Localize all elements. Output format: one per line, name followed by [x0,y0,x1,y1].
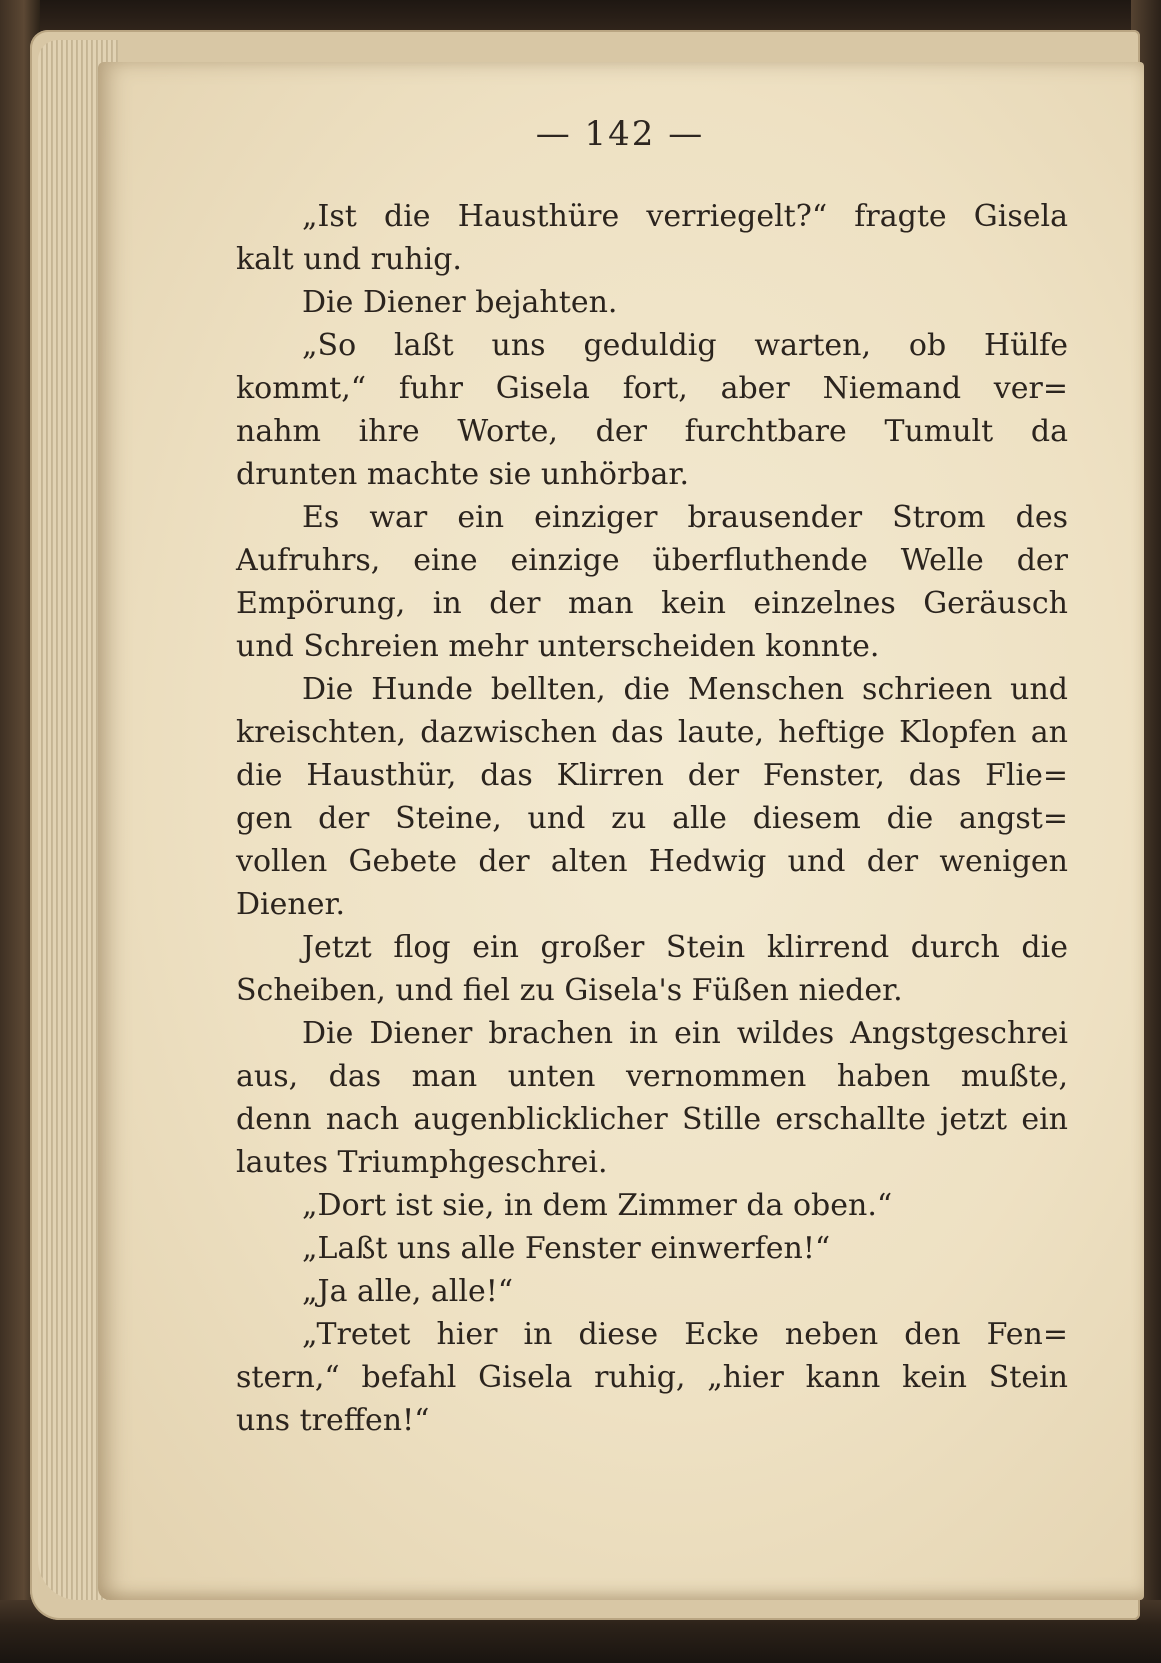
text-line: „Ist die Hausthüre verriegelt?“ fragte Gisela [302,199,1068,234]
text-line: kommt,“ fuhr Gisela fort, aber Niemand ver= [236,371,1068,406]
text-line: gen der Steine, und zu alle diesem die angst= [236,801,1068,836]
text-line: die Hausthür, das Klirren der Fenster, das Flie= [236,758,1068,793]
text-line: Es war ein einziger brausender Strom des [302,500,1068,535]
text-line: nahm ihre Worte, der furchtbare Tumult da [236,414,1068,449]
text-line: Jetzt flog ein großer Stein klirrend durch die [302,930,1068,965]
text-line: Die Diener bejahten. [302,285,618,320]
text-line: Empörung, in der man kein einzelnes Geräusch [236,586,1068,621]
text-line: kreischten, dazwischen das laute, heftige Klopfen an [236,715,1068,750]
text-line: Die Hunde bellten, die Menschen schrieen und [302,672,1068,707]
text-line: lautes Triumphgeschrei. [236,1145,608,1180]
text-line: uns treffen!“ [236,1403,430,1438]
text-line: drunten machte sie unhörbar. [236,457,689,492]
text-line: und Schreien mehr unterscheiden konnte. [236,629,880,664]
text-line: „Tretet hier in diese Ecke neben den Fen= [302,1317,1068,1352]
text-line: „Ja alle, alle!“ [302,1274,514,1309]
body-text [236,195,1068,1442]
page-number: — 142 — [535,114,705,154]
text-line: Die Diener brachen in ein wildes Angstgeschrei [302,1016,1068,1051]
text-line: Aufruhrs, eine einzige überfluthende Welle der [236,543,1068,578]
text-line: „So laßt uns geduldig warten, ob Hülfe [302,328,1068,363]
text-line: stern,“ befahl Gisela ruhig, „hier kann kein Stein [236,1360,1068,1395]
text-line: denn nach augenblicklicher Stille erschallte jetzt ein [236,1102,1068,1137]
text-line: „Laßt uns alle Fenster einwerfen!“ [302,1231,831,1266]
text-line: aus, das man unten vernommen haben mußte, [236,1059,1068,1094]
text-line: kalt und ruhig. [236,242,462,277]
text-line: Scheiben, und fiel zu Gisela's Füßen nieder. [236,973,903,1008]
text-line: Diener. [236,887,346,922]
text-line: vollen Gebete der alten Hedwig und der wenigen [236,844,1068,879]
text-line: „Dort ist sie, in dem Zimmer da oben.“ [302,1188,893,1223]
